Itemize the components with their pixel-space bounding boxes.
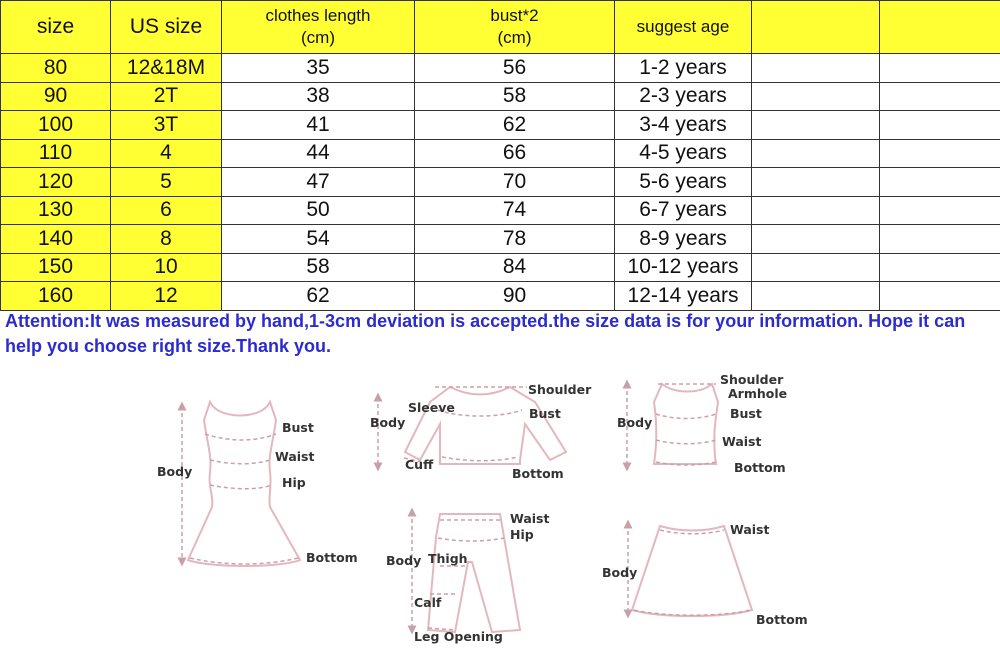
cell-us-size: 6: [111, 196, 222, 225]
cell-bust: 62: [415, 111, 615, 140]
dress-diagram: [157, 402, 358, 566]
pants-calf-label: Calf: [414, 595, 442, 610]
pants-thigh-label: Thigh: [428, 551, 468, 566]
pants-waist-label: Waist: [510, 511, 550, 526]
table-row: [1, 282, 1000, 311]
skirt-body-label: Body: [602, 565, 638, 580]
shirt-cuff-label: Cuff: [405, 457, 434, 472]
dress-bottom-label: Bottom: [306, 550, 358, 565]
cell-bust: 56: [415, 54, 615, 83]
vest-bottom-label: Bottom: [734, 460, 786, 475]
header-suggest-age: suggest age: [615, 1, 752, 54]
cell-empty: [752, 82, 880, 111]
cell-empty: [880, 139, 1000, 168]
cell-empty: [880, 82, 1000, 111]
cell-clothes-length: 58: [222, 253, 415, 282]
cell-bust: 70: [415, 168, 615, 197]
pants-body-label: Body: [386, 553, 422, 568]
measurement-diagrams: [0, 362, 1000, 670]
pants-hip-label: Hip: [510, 527, 534, 542]
cell-empty: [752, 196, 880, 225]
cell-bust: 58: [415, 82, 615, 111]
cell-empty: [880, 111, 1000, 140]
cell-clothes-length: 38: [222, 82, 415, 111]
cell-empty: [752, 54, 880, 83]
header-clothes-length-unit: (cm): [301, 28, 335, 47]
table-header-row: [1, 1, 1000, 54]
table-row: [1, 54, 1000, 83]
cell-suggest-age: 1-2 years: [615, 54, 752, 83]
cell-clothes-length: 35: [222, 54, 415, 83]
shirt-bottom-label: Bottom: [512, 466, 564, 481]
cell-suggest-age: 2-3 years: [615, 82, 752, 111]
cell-empty: [880, 253, 1000, 282]
vest-diagram: [617, 372, 787, 475]
cell-suggest-age: 4-5 years: [615, 139, 752, 168]
header-bust: [415, 1, 615, 54]
cell-us-size: 4: [111, 139, 222, 168]
cell-us-size: 5: [111, 168, 222, 197]
table-row: [1, 139, 1000, 168]
table-row: [1, 196, 1000, 225]
cell-clothes-length: 41: [222, 111, 415, 140]
cell-bust: 66: [415, 139, 615, 168]
cell-empty: [880, 225, 1000, 254]
cell-size: 110: [1, 139, 111, 168]
cell-empty: [880, 168, 1000, 197]
cell-size: 100: [1, 111, 111, 140]
shirt-bust-label: Bust: [529, 406, 561, 421]
cell-us-size: 3T: [111, 111, 222, 140]
vest-armhole-label: Armhole: [728, 386, 788, 401]
cell-bust: 74: [415, 196, 615, 225]
cell-size: 120: [1, 168, 111, 197]
cell-clothes-length: 62: [222, 282, 415, 311]
cell-size: 130: [1, 196, 111, 225]
vest-body-label: Body: [617, 415, 653, 430]
cell-bust: 84: [415, 253, 615, 282]
cell-suggest-age: 12-14 years: [615, 282, 752, 311]
cell-clothes-length: 47: [222, 168, 415, 197]
table-row: [1, 225, 1000, 254]
header-empty-cell: [880, 1, 1000, 54]
header-bust-line1: bust*2: [490, 6, 539, 25]
cell-size: 160: [1, 282, 111, 311]
size-chart-table: [0, 0, 1000, 311]
cell-us-size: 12&18M: [111, 54, 222, 83]
cell-size: 80: [1, 54, 111, 83]
cell-suggest-age: 10-12 years: [615, 253, 752, 282]
cell-us-size: 12: [111, 282, 222, 311]
cell-size: 90: [1, 82, 111, 111]
pants-diagram: [386, 511, 550, 644]
header-clothes-length-line1: clothes length: [265, 6, 371, 25]
table-row: [1, 82, 1000, 111]
skirt-bottom-label: Bottom: [756, 612, 808, 627]
cell-bust: 90: [415, 282, 615, 311]
dress-bust-label: Bust: [282, 420, 314, 435]
shirt-body-label: Body: [370, 415, 406, 430]
cell-empty: [752, 253, 880, 282]
attention-note: Attention:It was measured by hand,1-3cm deviation is accepted.the size data is for your information. Hope it can help you choose right size.Thank you.: [5, 311, 966, 356]
shirt-shoulder-label: Shoulder: [528, 382, 592, 397]
header-empty-cell: [752, 1, 880, 54]
shirt-diagram: [370, 382, 592, 481]
cell-empty: [880, 54, 1000, 83]
cell-us-size: 8: [111, 225, 222, 254]
cell-suggest-age: 3-4 years: [615, 111, 752, 140]
header-clothes-length: [222, 1, 415, 54]
cell-empty: [880, 196, 1000, 225]
shirt-sleeve-label: Sleeve: [408, 400, 455, 415]
cell-suggest-age: 8-9 years: [615, 225, 752, 254]
cell-empty: [752, 139, 880, 168]
cell-clothes-length: 50: [222, 196, 415, 225]
table-row: [1, 111, 1000, 140]
cell-size: 150: [1, 253, 111, 282]
dress-body-label: Body: [157, 464, 193, 479]
cell-suggest-age: 6-7 years: [615, 196, 752, 225]
vest-waist-label: Waist: [722, 434, 762, 449]
cell-empty: [880, 282, 1000, 311]
skirt-waist-label: Waist: [730, 522, 770, 537]
table-row: [1, 253, 1000, 282]
dress-waist-label: Waist: [275, 449, 315, 464]
cell-us-size: 2T: [111, 82, 222, 111]
pants-leg-opening-label: Leg Opening: [414, 629, 503, 644]
cell-empty: [752, 111, 880, 140]
header-bust-unit: (cm): [497, 28, 532, 47]
cell-empty: [752, 168, 880, 197]
cell-us-size: 10: [111, 253, 222, 282]
cell-bust: 78: [415, 225, 615, 254]
cell-size: 140: [1, 225, 111, 254]
cell-empty: [752, 225, 880, 254]
header-us-size: US size: [111, 1, 222, 54]
cell-suggest-age: 5-6 years: [615, 168, 752, 197]
table-row: [1, 168, 1000, 197]
cell-empty: [752, 282, 880, 311]
dress-hip-label: Hip: [282, 475, 306, 490]
cell-clothes-length: 54: [222, 225, 415, 254]
vest-bust-label: Bust: [730, 406, 762, 421]
cell-clothes-length: 44: [222, 139, 415, 168]
header-size: size: [1, 1, 111, 54]
skirt-diagram: [602, 522, 808, 627]
vest-shoulder-label: Shoulder: [720, 372, 784, 387]
